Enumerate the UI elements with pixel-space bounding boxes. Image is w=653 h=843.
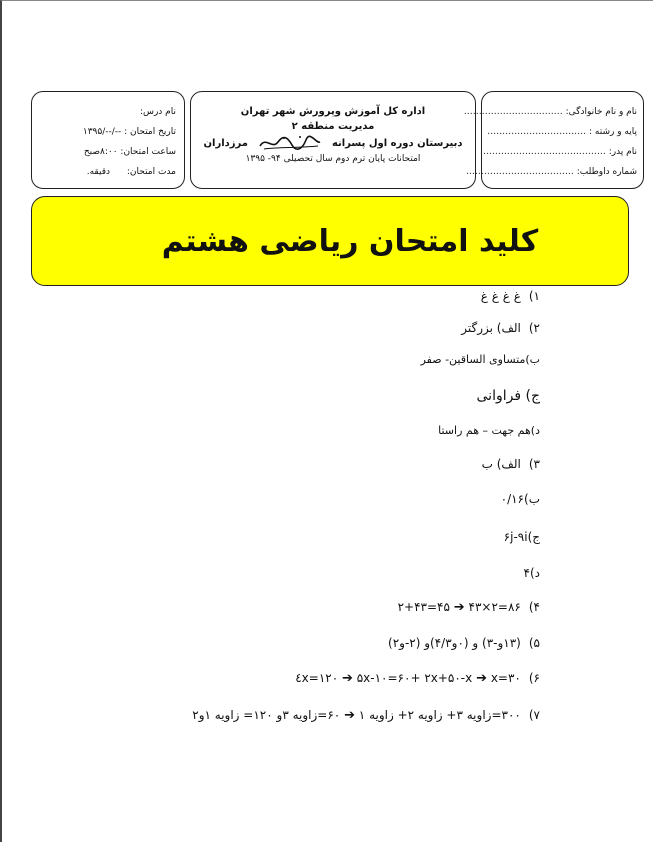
answer-5 (388, 636, 540, 650)
student-name-dots: …………………………… (463, 107, 563, 117)
arrow-icon: ➔ (342, 671, 353, 686)
answer-4-part1: ۸۶=۲×۴۳ (468, 600, 521, 614)
father-label: نام پدر: (608, 147, 637, 157)
subject-label: نام درس: (139, 107, 176, 117)
answer-7-part1: ۳۰۰=زاویه ۳+ زاویه ۲+ زاویه ۱ (358, 708, 521, 722)
school-logo (258, 134, 322, 152)
exam-title: امتحانات پایان ترم دوم سال تحصیلی ۹۴- ۱۳۹۵ (245, 154, 421, 164)
student-info-box (463, 91, 644, 189)
exam-time: ساعت امتحان: ۸:۰۰صبح (83, 147, 176, 157)
exam-duration-unit: دقیقه. (86, 167, 111, 177)
exam-date: تاریخ امتحان : --/--/۱۳۹۵ (82, 127, 176, 137)
district-office: مدیریت منطقه ۲ (291, 121, 375, 132)
grade-dots: …………………………… (487, 127, 587, 137)
exam-info-box (31, 91, 185, 189)
answer-2-number: ۲) (528, 321, 540, 335)
answer-2 (461, 321, 540, 335)
answer-4-part2: ۴۵=۲+۴۳ (397, 600, 450, 614)
grade-label: پایه و رشته : (589, 127, 637, 137)
student-name-line (463, 102, 637, 122)
answer-3d: د)۴ (523, 566, 540, 580)
answer-6-part3: x=۳۰ (490, 671, 521, 685)
answer-3 (482, 457, 540, 471)
father-line (479, 142, 637, 162)
school-name: مرزداران (203, 137, 248, 149)
answer-7-part2: ۶۰=زاویه ۳و ۱۲۰= زاویه ۱و۲ (192, 708, 341, 722)
answer-6-part1: ۵x-۱۰=۶۰+ ۲x+۵۰-x (356, 671, 473, 685)
education-office: اداره کل آموزش وپرورش شهر تهران (240, 106, 426, 117)
answer-6-part2: ٤x=۱۲۰ (295, 671, 339, 685)
answer-3c: ج)۶j-۹i (503, 530, 540, 544)
seat-line (465, 162, 637, 182)
exam-duration-label: مدت امتحان: (126, 167, 176, 177)
answer-2a-text: الف) بزرگتر (461, 321, 521, 335)
arrow-icon: ➔ (344, 708, 355, 723)
school-info-box (190, 91, 476, 189)
answer-4 (398, 600, 540, 615)
answer-4-number: ۴) (528, 600, 540, 614)
arrow-icon: ➔ (476, 671, 487, 686)
seat-dots: ……………………………… (465, 167, 574, 177)
answer-5-number: ۵) (528, 636, 540, 650)
student-name-label: نام و نام خانوادگی: (565, 107, 637, 117)
answer-3a-text: الف) ب (481, 457, 521, 471)
answer-1 (481, 289, 540, 303)
answer-7-number: ۷) (528, 708, 540, 722)
answer-2d: د)هم جهت – هم راستا (438, 424, 540, 437)
school-row (191, 134, 475, 152)
banner-title: کلید امتحان ریاضی هشتم (161, 223, 539, 259)
answer-1-text: غ غ غ غ (480, 289, 521, 303)
answer-2c: ج) فراوانی (476, 388, 540, 404)
answer-5-text: (۱۳و-۳) و (۰و۴/۳)و (۲-و۲) (388, 636, 521, 650)
title-banner (31, 196, 629, 286)
answer-2b: ب)متساوی الساقین- صفر (420, 353, 540, 366)
arrow-icon: ➔ (453, 600, 465, 615)
answer-3-number: ۳) (528, 457, 540, 471)
seat-label: شماره داوطلب: (576, 167, 637, 177)
answer-3b: ب)۰/۱۶ (500, 492, 540, 506)
school-label: دبیرستان دوره اول پسرانه (331, 137, 463, 149)
father-dots: …………………………………… (479, 147, 606, 157)
exam-duration-line (40, 162, 176, 182)
answer-6 (295, 671, 540, 686)
answer-7 (192, 708, 540, 723)
answer-1-number: ۱) (528, 289, 540, 303)
answer-6-number: ۶) (528, 671, 540, 685)
grade-line (488, 122, 637, 142)
